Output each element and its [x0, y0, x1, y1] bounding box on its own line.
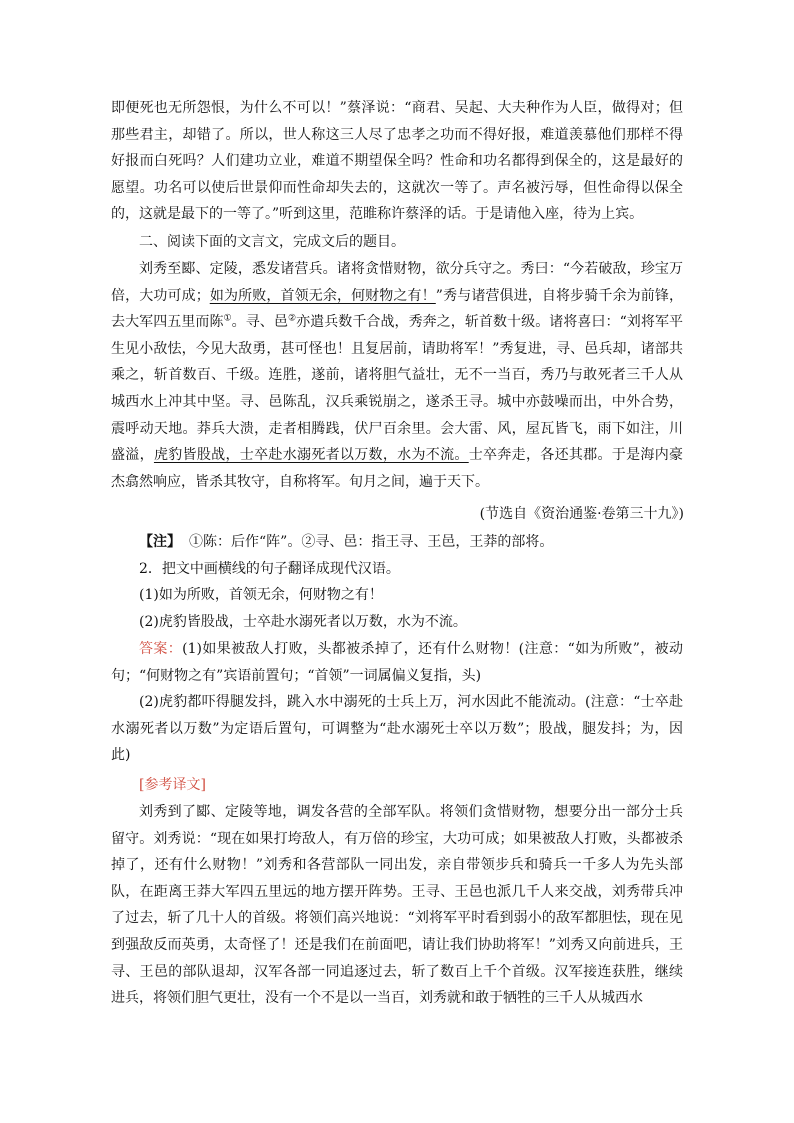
translation-paragraph-fan-sui: 即便死也无所怨恨，为什么不可以！”蔡泽说：“商君、吴起、大夫种作为人臣，做得对；但那些君主，却错了。所以，世人称这三人尽了忠孝之功而不得好报，难道羡慕他们那样不得好报而白死吗？人们建功立业，难道不期望保全吗？性命和功名都得到保全的，这是最好的愿望。功名可以使后世景仰而性命却失去的，这就次一等了。声名被污辱，但性命得以保全的，这就是最下的一等了。”听到这里，范睢称许蔡泽的话。于是请他入座，待为上宾。: [111, 100, 683, 223]
question-item-2: (2)虎豹皆股战，士卒赴水溺死者以万数，水为不流。: [139, 614, 467, 630]
passage-text-c: 。寻、邑: [231, 314, 288, 331]
question-stem: 2．把文中画横线的句子翻译成现代汉语。: [139, 561, 400, 577]
classical-passage: [111, 256, 683, 495]
passage-text-d: 亦遣兵数千合战，秀奔之，斩首数十级。诸将喜曰：“刘将军平生见小敌怯，今见大敌勇，甚可怪也！且复居前，请助将军！”秀复进，寻、邑兵却，诸部共乘之，斩首数百、千级。连胜，遂前，诸将胆气益壮，无不一当百，秀乃与敢死者三千人从城西水上冲其中坚。寻、邑陈乱，汉兵乘锐崩之，遂杀王寻。城中亦鼓噪而出，中外合势，震呼动天地。莽兵大溃，走者相腾践，伏尸百余里。会大雷、风，屋瓦皆飞，雨下如注，川盛溢，: [111, 314, 684, 464]
passage-text-e: 士卒奔走，各还其郡。于是海内豪杰翕然响应，皆杀其牧守，自称将军。旬月之间，遍于天下。: [111, 447, 684, 490]
section-2-title: 二、阅读下面的文言文，完成文后的题目。: [139, 234, 405, 250]
footnote-marker-2: ②: [287, 313, 297, 324]
note-label: 【注】: [139, 534, 181, 550]
underlined-sentence-2: 虎豹皆股战，士卒赴水溺死者以万数，水为不流。: [153, 447, 469, 464]
reference-translation: 刘秀到了郾、定陵等地，调发各营的全部军队。将领们贪惜财物，想要分出一部分士兵留守。刘秀说：“现在如果打垮敌人，有万倍的珍宝，大功可成；如果被敌人打败，头都被杀掉了，还有什么财物！”刘秀和各营部队一同出发，亲自带领步兵和骑兵一千多人为先头部队，在距离王莽大军四五里远的地方摆开阵势。王寻、王邑也派几千人来交战，刘秀带兵冲了过去，斩了几十人的首级。将领们高兴地说：“刘将军平时看到弱小的敌军都胆怯，现在见到强敌反而英勇，太奇怪了！还是我们在前面吧，请让我们协助将军！”刘秀又向前进兵，王寻、王邑的部队退却，汉军各部一同追逐过去，斩了数百上千个首级。汉军接连获胜，继续进兵，将领们胆气更壮，没有一个不是以一当百，刘秀就和敢于牺牲的三千人从城西水: [111, 804, 683, 1007]
question-item-1: (1)如为所败，首领无余，何财物之有！: [139, 587, 383, 603]
note-text: ①陈：后作“阵”。②寻、邑：指王寻、王邑，王莽的部将。: [189, 534, 554, 550]
answer-label: 答案：: [139, 641, 183, 657]
passage-text-a: 刘秀至郾、定陵，悉发诸营兵。诸将贪惜财物，欲分兵守之。秀曰：“今若破敌，珍宝万倍，大功可成；: [111, 261, 683, 304]
underlined-sentence-1: 如为所败，首领无余，何财物之有！: [209, 287, 436, 304]
answer-1-text: (1)如果被敌人打败，头都被杀掉了，还有什么财物！(注意：“如为所败”，被动句；“何财物之有”宾语前置句；“首领”一词属偏义复指，头): [111, 641, 684, 684]
footnote: [111, 529, 683, 556]
footnote-marker-1: ①: [223, 313, 232, 324]
answer-2: (2)虎豹都吓得腿发抖，跳入水中溺死的士兵上万，河水因此不能流动。(注意：“士卒赴水溺死者以万数”为定语后置句，可调整为“赴水溺死士卒以万数”；股战，腿发抖；为，因此): [111, 694, 683, 764]
passage-text-b: ”秀与诸营俱进，自将步骑千余为前锋，去大军四五里而陈: [111, 287, 684, 331]
source-citation: (节选自《资治通鉴·卷第三十九》): [479, 506, 684, 522]
reference-translation-title: [参考译文]: [139, 777, 206, 793]
answer-1: [111, 636, 683, 689]
